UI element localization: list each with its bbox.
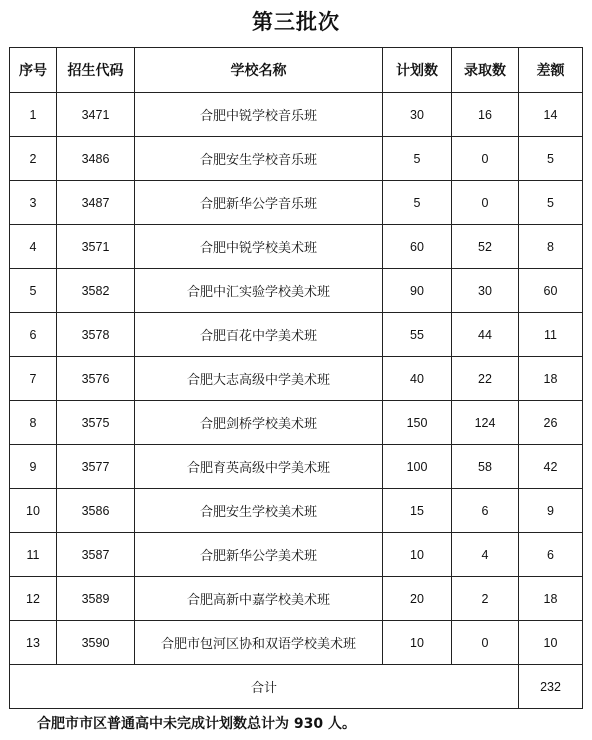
table-row [10,137,583,181]
table-row [10,533,583,577]
row-plan: 55 [383,313,452,357]
table-row [10,445,583,489]
row-difference: 42 [519,445,583,489]
row-code: 3586 [57,489,135,533]
row-code: 3582 [57,269,135,313]
header-difference: 差额 [519,48,583,93]
row-school-name: 合肥剑桥学校美术班 [135,401,383,445]
row-difference: 18 [519,357,583,401]
row-plan: 100 [383,445,452,489]
row-school-name: 合肥安生学校美术班 [135,489,383,533]
row-code: 3571 [57,225,135,269]
row-difference: 11 [519,313,583,357]
row-code: 3576 [57,357,135,401]
row-school-name: 合肥百花中学美术班 [135,313,383,357]
row-no: 2 [10,137,57,181]
row-no: 4 [10,225,57,269]
header-code: 招生代码 [57,48,135,93]
row-no: 5 [10,269,57,313]
header-school-name: 学校名称 [135,48,383,93]
row-no: 1 [10,93,57,137]
row-admitted: 52 [452,225,519,269]
table-row [10,357,583,401]
row-admitted: 0 [452,621,519,665]
row-admitted: 0 [452,137,519,181]
table-row [10,181,583,225]
row-no: 7 [10,357,57,401]
row-school-name: 合肥新华公学音乐班 [135,181,383,225]
table-row [10,225,583,269]
row-plan: 5 [383,137,452,181]
row-admitted: 58 [452,445,519,489]
row-difference: 18 [519,577,583,621]
row-difference: 8 [519,225,583,269]
row-difference: 5 [519,137,583,181]
row-difference: 5 [519,181,583,225]
page-title: 第三批次 [252,10,340,34]
row-admitted: 30 [452,269,519,313]
row-difference: 14 [519,93,583,137]
row-school-name: 合肥育英高级中学美术班 [135,445,383,489]
row-admitted: 124 [452,401,519,445]
row-school-name: 合肥大志高级中学美术班 [135,357,383,401]
table-row [10,269,583,313]
row-no: 11 [10,533,57,577]
total-row [10,665,583,709]
row-plan: 150 [383,401,452,445]
row-admitted: 6 [452,489,519,533]
row-no: 12 [10,577,57,621]
total-value: 232 [519,665,583,709]
row-code: 3577 [57,445,135,489]
row-no: 9 [10,445,57,489]
header-plan: 计划数 [383,48,452,93]
row-code: 3487 [57,181,135,225]
row-plan: 30 [383,93,452,137]
row-plan: 5 [383,181,452,225]
row-difference: 6 [519,533,583,577]
table-header-row [10,48,583,93]
row-difference: 10 [519,621,583,665]
row-no: 8 [10,401,57,445]
row-code: 3471 [57,93,135,137]
row-no: 6 [10,313,57,357]
row-school-name: 合肥中汇实验学校美术班 [135,269,383,313]
summary-note: 合肥市市区普通高中未完成计划数总计为 930 人。 [37,716,356,732]
total-label: 合计 [10,665,519,709]
header-no: 序号 [10,48,57,93]
row-code: 3575 [57,401,135,445]
row-plan: 10 [383,621,452,665]
table-row [10,401,583,445]
row-code: 3589 [57,577,135,621]
header-admitted: 录取数 [452,48,519,93]
row-school-name: 合肥中锐学校音乐班 [135,93,383,137]
row-code: 3486 [57,137,135,181]
row-school-name: 合肥高新中嘉学校美术班 [135,577,383,621]
table-row [10,577,583,621]
row-admitted: 0 [452,181,519,225]
row-admitted: 44 [452,313,519,357]
row-admitted: 4 [452,533,519,577]
row-plan: 90 [383,269,452,313]
row-plan: 15 [383,489,452,533]
row-plan: 60 [383,225,452,269]
table-row [10,313,583,357]
row-difference: 9 [519,489,583,533]
row-school-name: 合肥中锐学校美术班 [135,225,383,269]
row-admitted: 2 [452,577,519,621]
row-code: 3587 [57,533,135,577]
row-plan: 20 [383,577,452,621]
row-difference: 26 [519,401,583,445]
table-row [10,489,583,533]
row-admitted: 16 [452,93,519,137]
row-plan: 10 [383,533,452,577]
row-plan: 40 [383,357,452,401]
row-code: 3578 [57,313,135,357]
row-code: 3590 [57,621,135,665]
admission-table [9,47,583,709]
row-school-name: 合肥安生学校音乐班 [135,137,383,181]
table-row [10,93,583,137]
row-no: 13 [10,621,57,665]
row-school-name: 合肥市包河区协和双语学校美术班 [135,621,383,665]
row-no: 10 [10,489,57,533]
row-school-name: 合肥新华公学美术班 [135,533,383,577]
row-admitted: 22 [452,357,519,401]
table-row [10,621,583,665]
row-difference: 60 [519,269,583,313]
row-no: 3 [10,181,57,225]
